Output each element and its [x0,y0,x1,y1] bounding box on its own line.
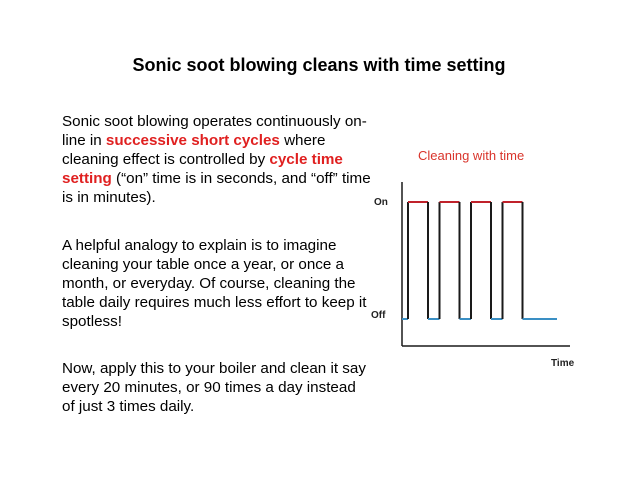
pulse-waveform [402,202,557,319]
paragraph-text: where cleaning effect is controlled by [62,132,326,168]
on-label: On [374,197,388,208]
paragraph-analogy: A helpful analogy to explain is to imagine cleaning your table once a year, or once a month, or everyday. Of course, cleaning the table daily requires much less effort to keep it spotless! [62,237,367,330]
off-label: Off [371,310,386,321]
highlight-cycle-time-setting: cycle time setting [62,151,343,187]
paragraph-text: (“on” time is in seconds, and “off” time is in minutes). [62,170,371,206]
paragraph-text: Sonic soot blowing operates continuously on-line in [62,113,367,149]
pulse-diagram [360,170,590,375]
paragraph-cycle-description [62,112,372,207]
highlight-successive-short-cycles: successive short cycles [105,132,280,149]
paragraph-boiler: Now, apply this to your boiler and clean it say every 20 minutes, or 90 times a day instead of just 3 times daily. [62,360,366,415]
slide-title: Sonic soot blowing cleans with time setting [132,55,506,75]
time-label: Time [551,358,575,369]
diagram-caption: Cleaning with time [418,148,525,163]
